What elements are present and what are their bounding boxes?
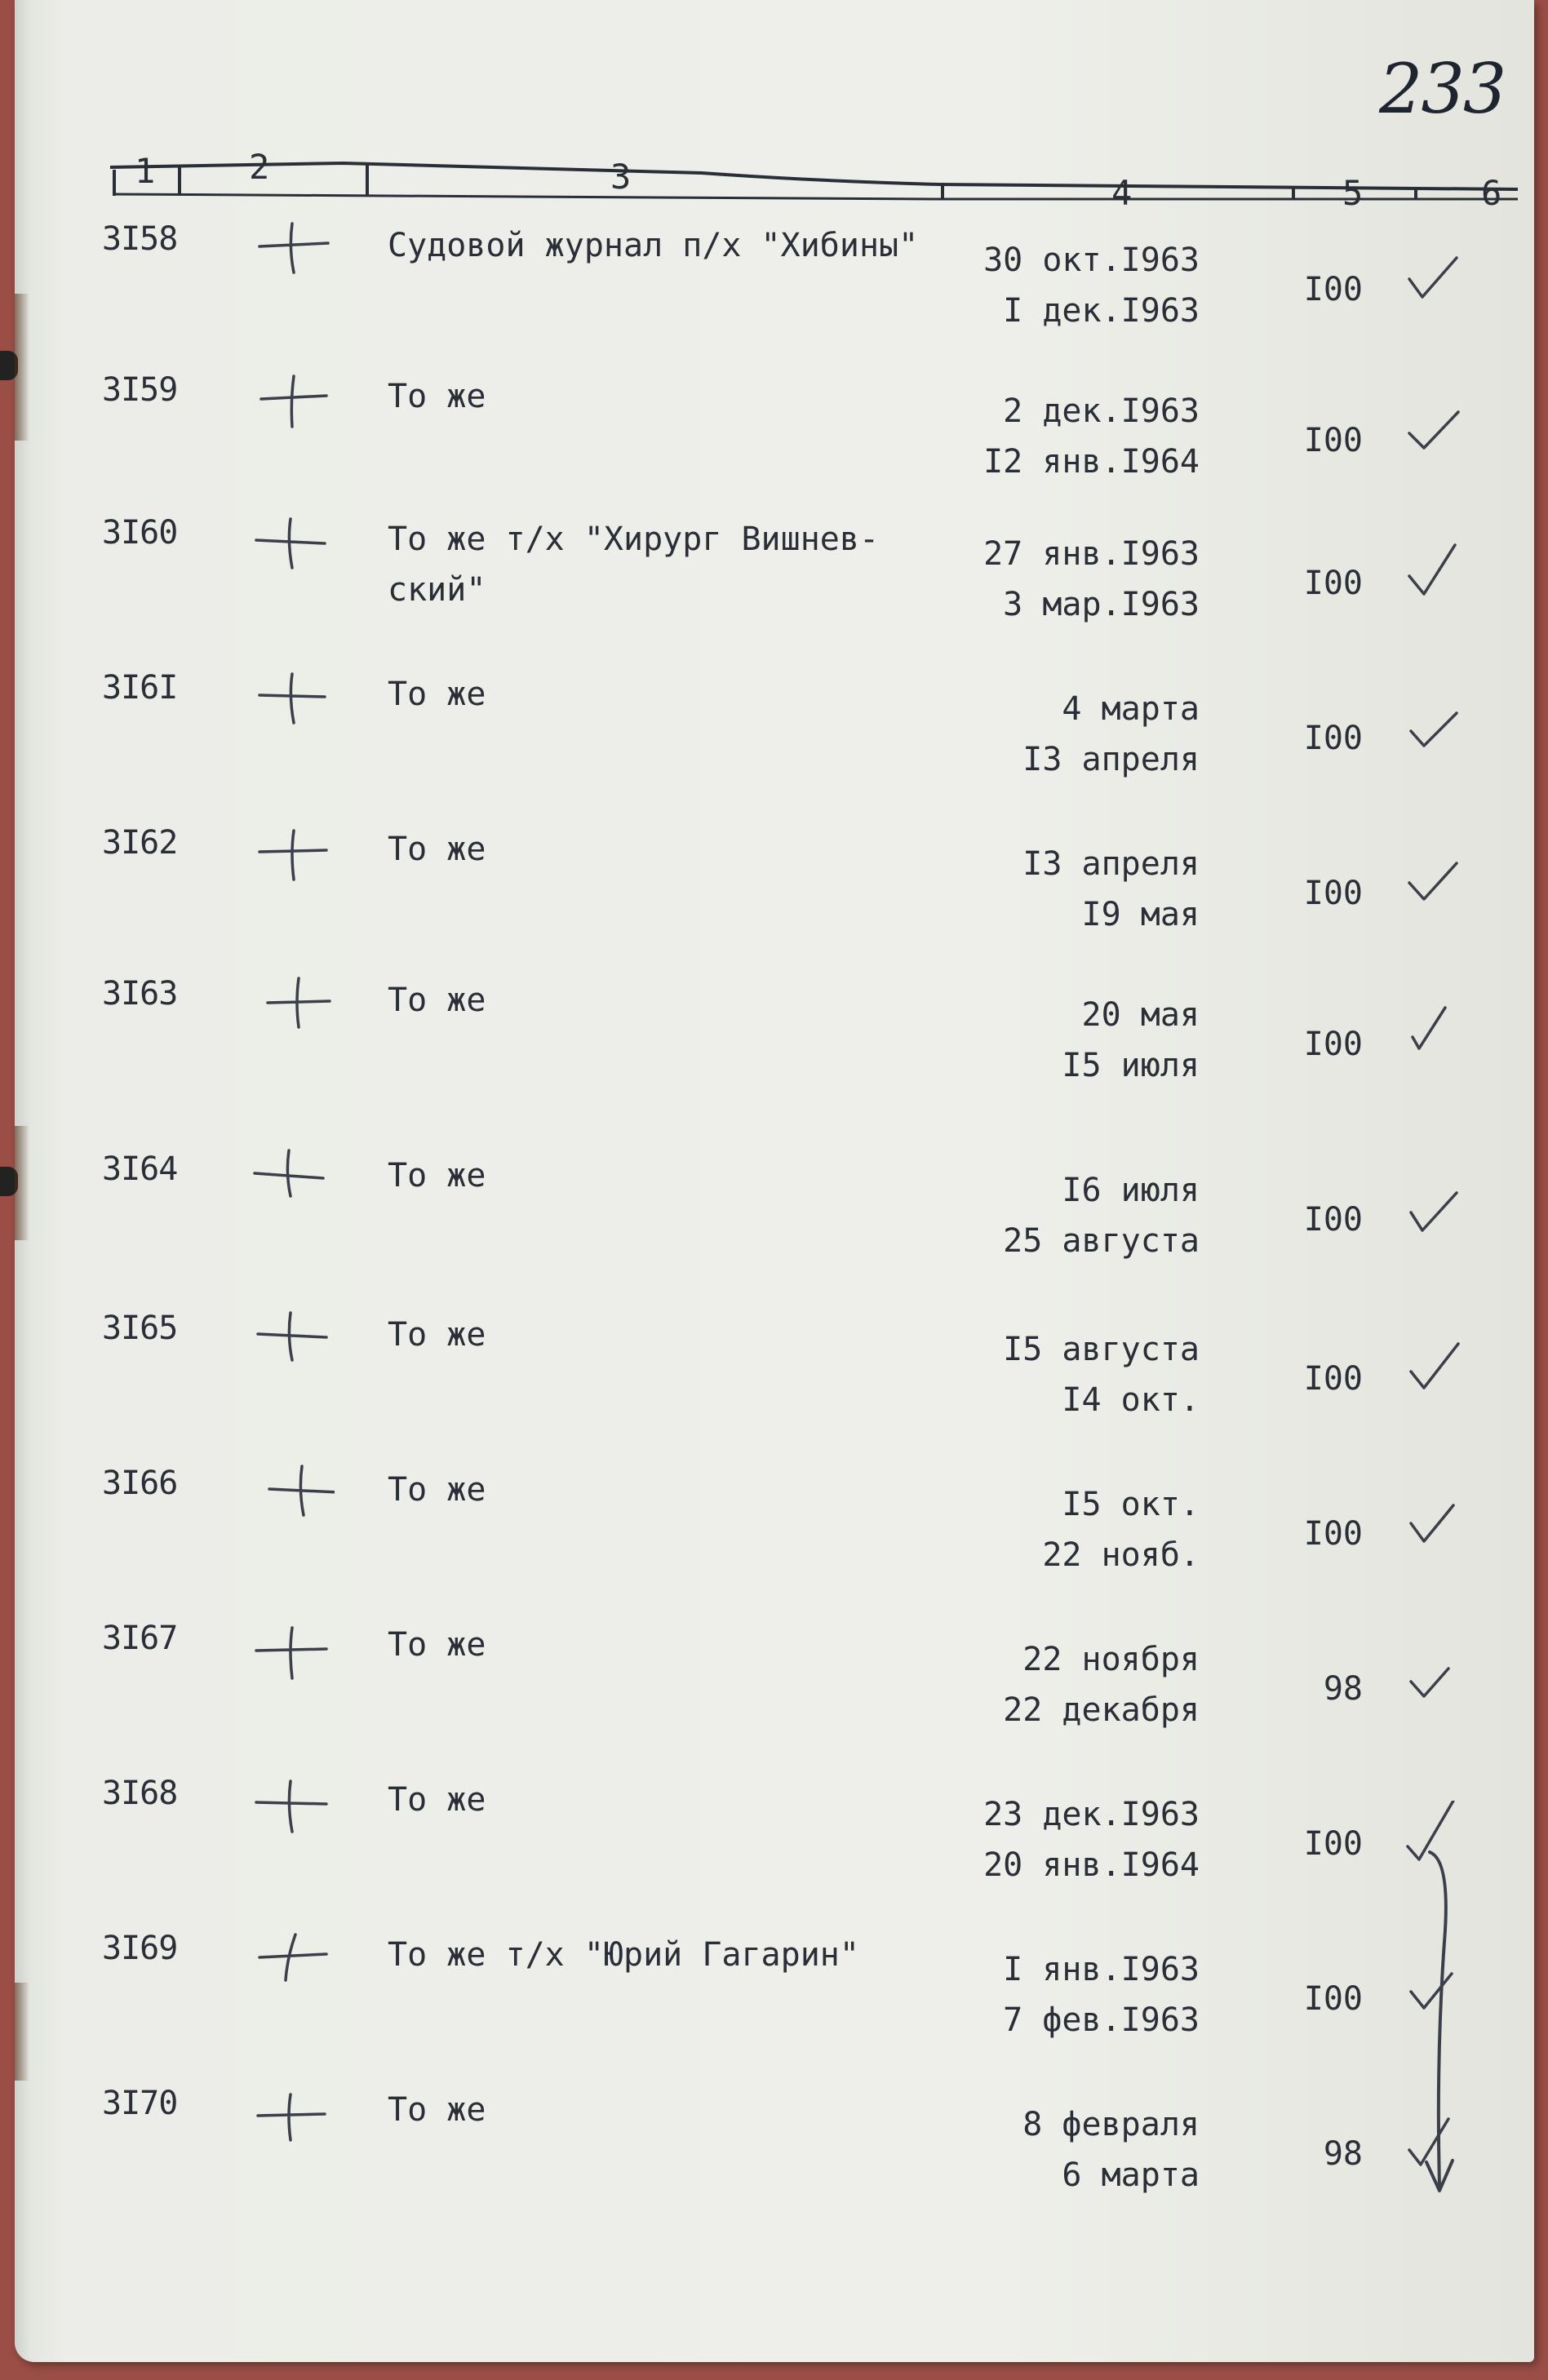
table-row xyxy=(0,669,1548,816)
sheet-count: I00 xyxy=(1303,1360,1363,1398)
cross-mark xyxy=(245,215,335,281)
date-to: I2 янв.I964 xyxy=(983,443,1200,481)
date-to: 25 августа xyxy=(1003,1222,1200,1260)
date-to: 22 нояб. xyxy=(1042,1536,1200,1574)
record-dates xyxy=(938,1165,1200,1266)
record-title: То же xyxy=(388,2091,486,2129)
record-number: 3I60 xyxy=(102,514,178,552)
date-to: I4 окт. xyxy=(1062,1381,1200,1419)
record-dates xyxy=(938,1944,1200,2045)
record-number: 3I64 xyxy=(102,1150,178,1188)
date-to: I5 июля xyxy=(1062,1047,1200,1084)
check-mark xyxy=(1399,1646,1465,1711)
sheet-count: I00 xyxy=(1303,1825,1363,1863)
date-from: 23 дек.I963 xyxy=(983,1796,1200,1833)
record-title: Судовой журнал п/х "Хибины" xyxy=(388,227,919,264)
record-dates xyxy=(938,1634,1200,1735)
cross-mark xyxy=(245,819,335,884)
date-from: 27 янв.I963 xyxy=(983,535,1200,573)
column-header-2: 2 xyxy=(249,147,270,187)
record-title: То же т/х "Хирург Вишнев- ский" xyxy=(388,521,880,609)
date-from: I янв.I963 xyxy=(1003,1951,1200,1988)
record-dates xyxy=(938,1789,1200,1890)
table-row xyxy=(0,1775,1548,1921)
sheet-count: 98 xyxy=(1323,1670,1363,1708)
check-mark xyxy=(1399,540,1465,605)
sheet-count: I00 xyxy=(1303,1201,1363,1239)
record-dates xyxy=(938,235,1200,336)
record-number: 3I69 xyxy=(102,1930,178,1967)
sheet-count: I00 xyxy=(1303,875,1363,912)
sheet-count: I00 xyxy=(1303,1980,1363,2018)
sheet-count: I00 xyxy=(1303,565,1363,602)
table-row xyxy=(0,1150,1548,1297)
record-dates xyxy=(938,839,1200,940)
cross-mark xyxy=(245,2080,335,2145)
check-mark xyxy=(1399,1491,1465,1556)
record-number: 3I67 xyxy=(102,1620,178,1657)
table-row xyxy=(0,2085,1548,2232)
record-number: 3I6I xyxy=(102,669,178,707)
date-from: I6 июля xyxy=(1062,1172,1200,1209)
table-row xyxy=(0,371,1548,518)
record-title: То же xyxy=(388,831,486,868)
cross-mark xyxy=(245,970,335,1035)
record-number: 3I58 xyxy=(102,220,178,258)
table-row xyxy=(0,975,1548,1122)
record-number: 3I59 xyxy=(102,371,178,409)
record-dates xyxy=(938,990,1200,1091)
record-title: То же xyxy=(388,1781,486,1819)
cross-mark xyxy=(245,1925,335,1990)
date-from: I5 августа xyxy=(1003,1331,1200,1368)
record-title: То же xyxy=(388,378,486,415)
check-mark xyxy=(1399,1177,1465,1242)
sheet-count: I00 xyxy=(1303,271,1363,308)
date-to: 7 фев.I963 xyxy=(1003,2001,1200,2039)
cross-mark xyxy=(245,1305,335,1370)
date-to: I9 мая xyxy=(1081,896,1200,933)
record-title: То же xyxy=(388,1316,486,1354)
date-from: 2 дек.I963 xyxy=(1003,392,1200,430)
record-title: То же xyxy=(388,1157,486,1194)
record-dates xyxy=(938,684,1200,785)
sheet-count: I00 xyxy=(1303,422,1363,459)
record-dates xyxy=(938,386,1200,487)
record-number: 3I65 xyxy=(102,1310,178,1347)
check-mark xyxy=(1399,397,1465,463)
column-header-5: 5 xyxy=(1342,173,1364,213)
check-mark xyxy=(1399,850,1465,915)
table-row xyxy=(0,1620,1548,1766)
column-header-1: 1 xyxy=(135,151,156,191)
record-title: То же xyxy=(388,676,486,713)
record-number: 3I62 xyxy=(102,824,178,862)
record-title: То же xyxy=(388,1471,486,1509)
date-from: 20 мая xyxy=(1081,996,1200,1034)
record-title: То же xyxy=(388,1626,486,1664)
record-title: То же xyxy=(388,982,486,1019)
cross-mark xyxy=(245,664,335,729)
date-to: 20 янв.I964 xyxy=(983,1846,1200,1884)
date-to: 3 мар.I963 xyxy=(1003,586,1200,623)
check-mark xyxy=(1399,1001,1465,1066)
record-title: То же т/х "Юрий Гагарин" xyxy=(388,1936,859,1974)
column-header-4: 4 xyxy=(1111,173,1133,213)
date-from: I3 апреля xyxy=(1022,845,1200,883)
record-number: 3I68 xyxy=(102,1775,178,1812)
table-row xyxy=(0,514,1548,661)
sheet-count: I00 xyxy=(1303,720,1363,757)
check-mark xyxy=(1399,695,1465,760)
bracket-arrow-mark xyxy=(1387,1844,1485,2203)
table-row xyxy=(0,1930,1548,2076)
date-to: 6 марта xyxy=(1062,2156,1200,2194)
check-mark xyxy=(1399,246,1465,312)
table-row xyxy=(0,1310,1548,1456)
column-header-6: 6 xyxy=(1481,173,1502,213)
date-from: I5 окт. xyxy=(1062,1486,1200,1523)
cross-mark xyxy=(245,1615,335,1680)
record-number: 3I70 xyxy=(102,2085,178,2122)
table-row xyxy=(0,220,1548,367)
table-row xyxy=(0,1465,1548,1611)
column-header-3: 3 xyxy=(610,157,632,197)
record-dates xyxy=(938,2099,1200,2201)
record-number: 3I63 xyxy=(102,975,178,1013)
record-dates xyxy=(938,529,1200,630)
sheet-count: 98 xyxy=(1323,2135,1363,2173)
cross-mark xyxy=(245,366,335,432)
cross-mark xyxy=(245,1146,335,1211)
date-from: 4 марта xyxy=(1062,690,1200,728)
date-from: 8 февраля xyxy=(1022,2106,1200,2143)
header-rules xyxy=(0,0,1548,245)
cross-mark xyxy=(245,1770,335,1835)
date-to: 22 декабря xyxy=(1003,1691,1200,1729)
sheet-count: I00 xyxy=(1303,1026,1363,1063)
table-row xyxy=(0,824,1548,971)
record-dates xyxy=(938,1479,1200,1580)
check-mark xyxy=(1399,1336,1465,1401)
table-header xyxy=(0,0,1548,245)
cross-mark xyxy=(245,509,335,574)
date-from: 30 окт.I963 xyxy=(983,242,1200,279)
date-to: I3 апреля xyxy=(1022,741,1200,778)
sheet-count: I00 xyxy=(1303,1515,1363,1553)
record-dates xyxy=(938,1324,1200,1425)
date-from: 22 ноября xyxy=(1022,1641,1200,1678)
page-number: 233 xyxy=(1379,49,1506,129)
record-number: 3I66 xyxy=(102,1465,178,1502)
cross-mark xyxy=(245,1460,335,1525)
date-to: I дек.I963 xyxy=(1003,292,1200,330)
